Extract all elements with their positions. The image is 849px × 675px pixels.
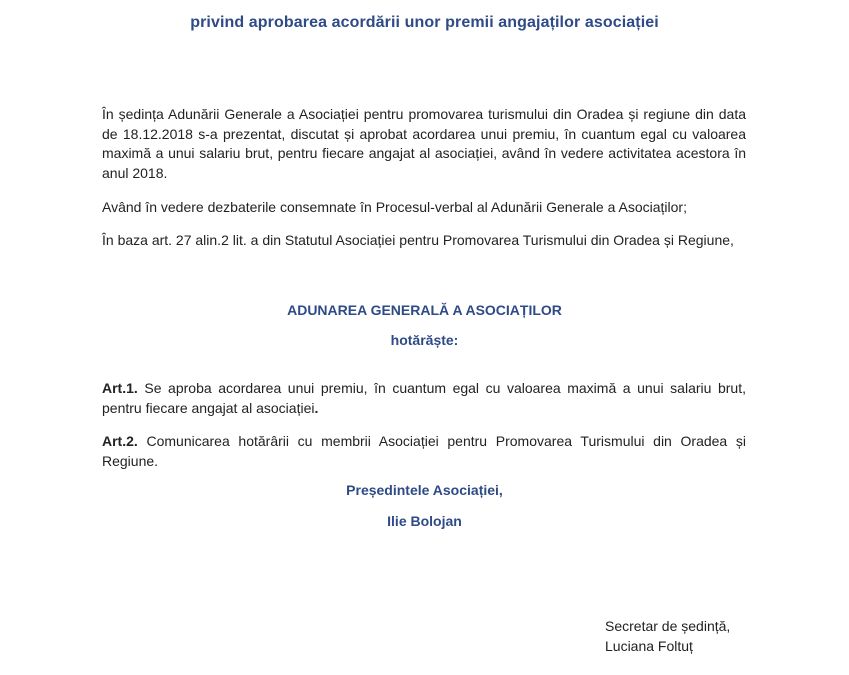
president-name: Ilie Bolojan bbox=[387, 513, 462, 529]
article-2-text: Comunicarea hotărârii cu membrii Asociației pentru Promovarea Turismului din Oradea și Regiune. bbox=[102, 433, 746, 469]
document-title: privind aprobarea acordării unor premii angajaților asociației bbox=[190, 14, 659, 31]
intro-paragraph: În ședința Adunării Generale a Asociației pentru promovarea turismului din Oradea și regiune din data de 18.12.2018 s-a prezentat, discutat și aprobat acordarea unui premiu, în cuantum egal cu valoarea maximă a unui salariu brut, pentru fiecare angajat al asociației, având în vedere activitatea acestora în anul 2018. bbox=[102, 106, 746, 181]
article-1 bbox=[102, 379, 746, 418]
secretary-role: Secretar de ședință, bbox=[605, 618, 731, 634]
article-2-label: Art.2. bbox=[102, 433, 138, 449]
article-1-text: Se aproba acordarea unui premiu, în cuantum egal cu valoarea maximă a unui salariu brut, pentru fiecare angajat al asociației bbox=[102, 380, 746, 416]
decides-heading: hotărăște: bbox=[390, 332, 459, 348]
president-role: Președintele Asociației, bbox=[346, 482, 503, 498]
secretary-name: Luciana Foltuț bbox=[605, 638, 693, 654]
assembly-heading: ADUNAREA GENERALĂ A ASOCIAȚILOR bbox=[287, 302, 562, 318]
considering-paragraph: Având în vedere dezbaterile consemnate în Procesul-verbal al Adunării Generale a Asociaților; bbox=[102, 199, 687, 215]
article-2 bbox=[102, 432, 746, 471]
secretary-block bbox=[605, 616, 730, 656]
article-1-end: . bbox=[314, 399, 319, 416]
legal-basis-paragraph: În baza art. 27 alin.2 lit. a din Statutul Asociației pentru Promovarea Turismului din Oradea și Regiune, bbox=[102, 232, 734, 248]
article-1-label: Art.1. bbox=[102, 380, 138, 396]
